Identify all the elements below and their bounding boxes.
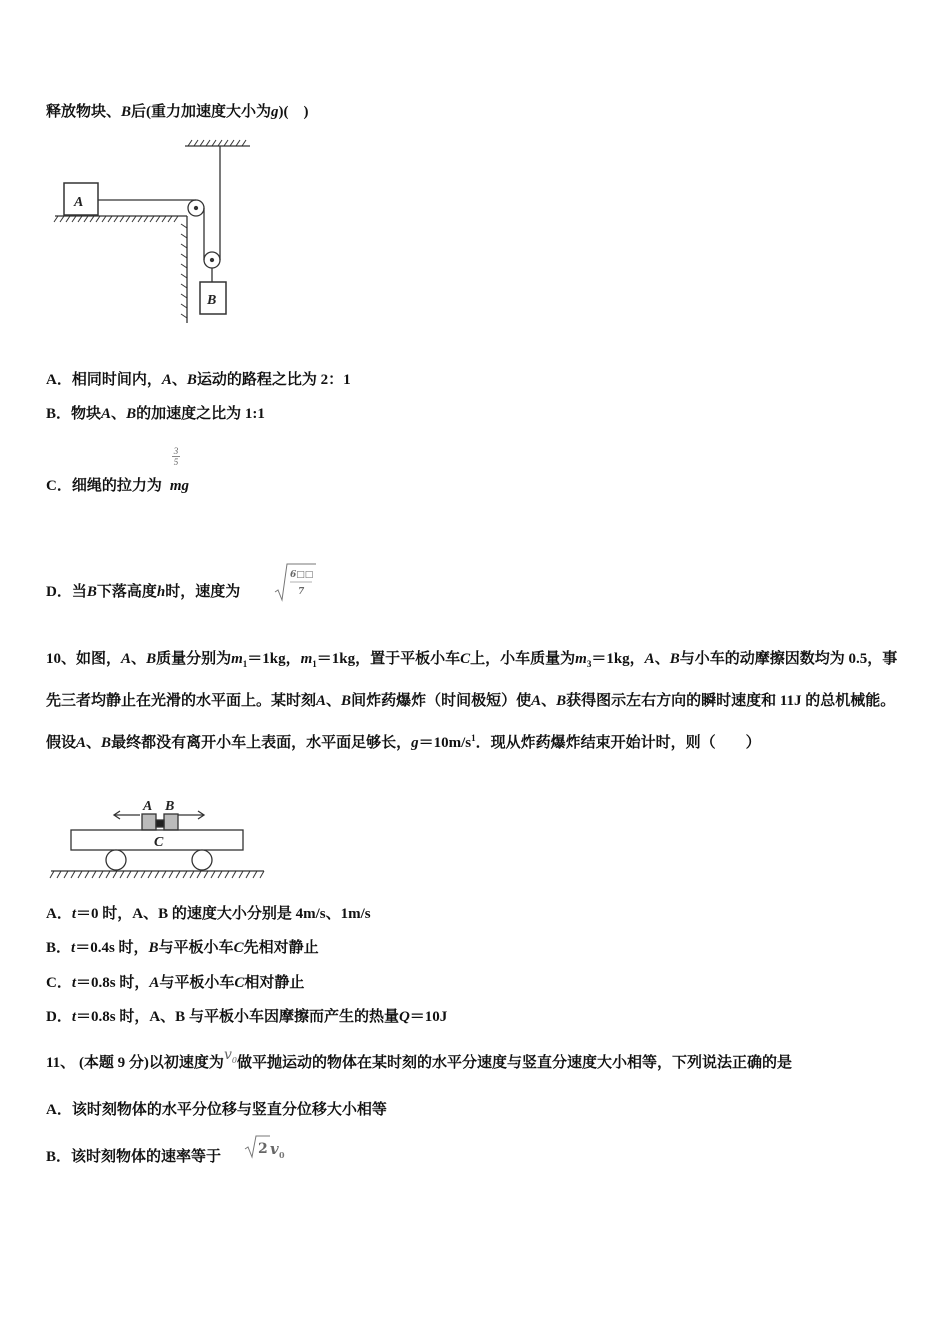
option-text: 运动的路程之比为 2：1 bbox=[196, 372, 351, 388]
v0-subscript: 0 bbox=[231, 1055, 237, 1065]
stem-var: m bbox=[231, 651, 243, 667]
option-var: t bbox=[71, 1009, 77, 1025]
fraction-denominator: 5 bbox=[173, 457, 179, 467]
q9-option-c-fraction bbox=[172, 446, 180, 467]
option-label: B． bbox=[46, 406, 72, 422]
option-text: 先相对静止 bbox=[243, 940, 319, 956]
option-text: 细绳的拉力为 bbox=[71, 478, 162, 494]
option-label: C． bbox=[46, 478, 72, 494]
stem-text: 、 bbox=[541, 693, 557, 709]
stem-var: m bbox=[575, 651, 587, 667]
option-text: ＝0 时，A、B 的速度大小分别是 4m/s、1m/s bbox=[76, 906, 371, 922]
option-var: t bbox=[71, 940, 76, 956]
option-var: t bbox=[71, 906, 77, 922]
q9-option-a[interactable] bbox=[46, 370, 351, 390]
option-text: 与平板小车 bbox=[158, 940, 234, 956]
sqrt-radicand: 2 bbox=[258, 1141, 268, 1157]
option-label: B． bbox=[46, 940, 72, 956]
option-text: 、 bbox=[171, 372, 187, 388]
q10-figure-label-c: C bbox=[154, 835, 164, 850]
q11-v0-symbol bbox=[224, 1045, 237, 1071]
option-var: A bbox=[101, 406, 112, 422]
option-label: A． bbox=[46, 1102, 72, 1118]
option-var: mg bbox=[169, 478, 190, 494]
q9-stem-text: 释放物块、 bbox=[46, 104, 122, 120]
stem-var: m bbox=[300, 651, 313, 667]
stem-var: g bbox=[411, 735, 419, 751]
stem-var: B bbox=[556, 693, 567, 709]
stem-text: 、 bbox=[131, 651, 147, 667]
stem-sub: 1 bbox=[312, 659, 317, 669]
stem-var: B bbox=[146, 651, 157, 667]
stem-text: ＝1kg，置于平板小车 bbox=[316, 651, 461, 667]
fraction-numerator: 3 bbox=[173, 446, 179, 456]
stem-var: A bbox=[76, 735, 87, 751]
stem-sup: 1 bbox=[471, 733, 476, 743]
stem-var: B bbox=[101, 735, 112, 751]
option-label: A． bbox=[46, 372, 72, 388]
q9-option-b[interactable] bbox=[46, 404, 265, 424]
stem-text: 间炸药爆炸（时间极短）使 bbox=[351, 693, 532, 709]
stem-text: ＝1kg， bbox=[247, 651, 301, 667]
option-text: ＝0.8s 时， bbox=[76, 975, 150, 991]
stem-text: 、 bbox=[86, 735, 102, 751]
q10-figure-label-b: B bbox=[165, 799, 175, 814]
option-text: ＝0.8s 时，A、B 与平板小车因摩擦而产生的热量 bbox=[76, 1009, 399, 1025]
option-text: 、 bbox=[111, 406, 127, 422]
stem-text: ＝10m/s bbox=[418, 735, 472, 751]
q11-stem bbox=[46, 1047, 792, 1079]
q11-option-a[interactable] bbox=[46, 1100, 387, 1120]
q10-option-c[interactable] bbox=[46, 973, 304, 993]
sqrt-v-subscript: 0 bbox=[279, 1150, 285, 1160]
stem-text: 如图， bbox=[76, 651, 122, 667]
option-text: 下落高度 bbox=[96, 584, 157, 600]
option-label: A． bbox=[46, 906, 72, 922]
option-var: B bbox=[126, 406, 137, 422]
q10-option-b[interactable] bbox=[46, 938, 319, 958]
q9-stem-var-b: B bbox=[121, 104, 132, 120]
option-label: C． bbox=[46, 975, 72, 991]
option-text: 当 bbox=[71, 584, 87, 600]
option-var: A bbox=[149, 975, 160, 991]
stem-var: A bbox=[316, 693, 327, 709]
v0-letter: v bbox=[223, 1047, 232, 1063]
option-text: 相对静止 bbox=[244, 975, 305, 991]
q9-stem bbox=[46, 102, 309, 122]
option-var: B bbox=[148, 940, 159, 956]
option-label: B． bbox=[46, 1149, 72, 1165]
q11-option-b[interactable] bbox=[46, 1147, 221, 1167]
stem-var: B bbox=[669, 651, 680, 667]
q10-option-a[interactable] bbox=[46, 904, 371, 924]
option-var: t bbox=[71, 975, 77, 991]
option-label: D． bbox=[46, 584, 72, 600]
stem-text: 上，小车质量为 bbox=[470, 651, 576, 667]
option-var: C bbox=[233, 940, 244, 956]
option-var: A bbox=[161, 372, 172, 388]
option-var: Q bbox=[398, 1009, 410, 1025]
option-text: 相同时间内， bbox=[71, 372, 162, 388]
option-var: C bbox=[234, 975, 245, 991]
q9-pulley-figure bbox=[50, 138, 260, 328]
q9-option-d[interactable] bbox=[46, 582, 240, 602]
stem-text: 、 bbox=[326, 693, 342, 709]
q9-option-d-radical bbox=[274, 562, 318, 602]
stem-var: B bbox=[341, 693, 352, 709]
stem-var: A bbox=[644, 651, 655, 667]
option-text: 时，速度为 bbox=[165, 584, 241, 600]
stem-var: A bbox=[121, 651, 132, 667]
option-text: 与平板小车 bbox=[159, 975, 235, 991]
q9-option-c[interactable] bbox=[46, 476, 189, 496]
radical-numerator: 6□□ bbox=[290, 570, 314, 580]
stem-sub: 3 bbox=[586, 659, 592, 669]
stem-text: (本题 9 分)以初速度为 bbox=[75, 1055, 224, 1071]
q10-option-d[interactable] bbox=[46, 1007, 447, 1027]
stem-text: 最终都没有离开小车上表面，水平面足够长， bbox=[111, 735, 412, 751]
option-var: B bbox=[186, 372, 197, 388]
stem-sub: 1 bbox=[242, 659, 248, 669]
stem-text: 获得图示左右方向的瞬时速度和 11J 的总机械能。假设 bbox=[46, 693, 896, 751]
q9-figure-label-a: A bbox=[74, 195, 84, 210]
q10-stem bbox=[46, 641, 908, 762]
option-text: 该时刻物体的水平分位移与竖直分位移大小相等 bbox=[71, 1102, 387, 1118]
question-number: 11、 bbox=[46, 1055, 76, 1071]
q10-figure-label-a: A bbox=[143, 799, 153, 814]
option-var: B bbox=[86, 584, 97, 600]
option-text: ＝0.4s 时， bbox=[75, 940, 149, 956]
stem-text: 、 bbox=[654, 651, 670, 667]
q9-stem-var-g: g bbox=[271, 104, 279, 120]
option-text: ＝10J bbox=[409, 1009, 448, 1025]
question-number: 10、 bbox=[46, 651, 77, 667]
stem-var: A bbox=[531, 693, 542, 709]
q9-stem-text: 后(重力加速度大小为 bbox=[131, 104, 272, 120]
option-text: 的加速度之比为 1:1 bbox=[136, 406, 265, 422]
stem-var: C bbox=[460, 651, 471, 667]
sqrt-v-letter: v bbox=[270, 1140, 279, 1158]
q11-option-b-sqrt2v0 bbox=[244, 1133, 288, 1163]
stem-text: 质量分别为 bbox=[156, 651, 232, 667]
option-label: D． bbox=[46, 1009, 72, 1025]
option-var: h bbox=[156, 584, 166, 600]
option-text: 该时刻物体的速率等于 bbox=[71, 1149, 222, 1165]
stem-text: ．现从炸药爆炸结束开始计时，则（ ） bbox=[475, 735, 761, 751]
q9-stem-paren: )( ) bbox=[278, 104, 309, 120]
stem-text: ＝1kg， bbox=[591, 651, 645, 667]
stem-text: 与小车的动摩擦因数均为 0.5，事先三者均静止在光滑的水平面上。某时刻 bbox=[46, 651, 898, 709]
q9-figure-label-b: B bbox=[207, 293, 217, 308]
stem-text: 做平抛运动的物体在某时刻的水平分速度与竖直分速度大小相等，下列说法正确的是 bbox=[236, 1055, 792, 1071]
q10-cart-figure bbox=[48, 794, 270, 886]
option-text: 物块 bbox=[71, 406, 102, 422]
radical-denominator: 7 bbox=[298, 587, 305, 597]
